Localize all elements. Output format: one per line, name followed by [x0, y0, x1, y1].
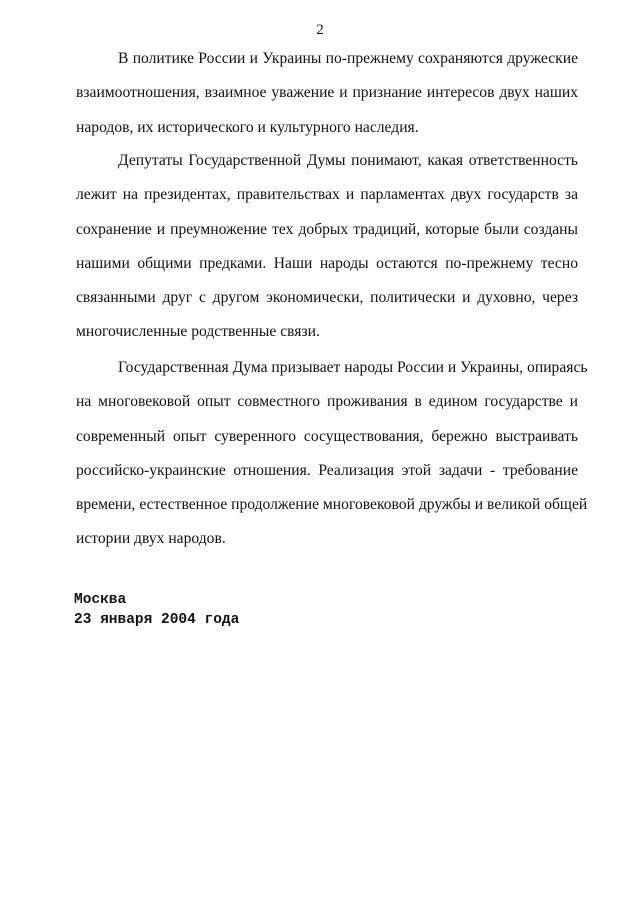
signature-block — [74, 590, 239, 630]
page-number: 2 — [316, 22, 324, 38]
paragraph-line: В политике России и Украины по-прежнему сохраняются дружеские — [118, 50, 578, 67]
paragraph-line: взаимоотношения, взаимное уважение и признание интересов двух наших — [76, 84, 578, 102]
paragraph-line: народов, их исторического и культурного наследия. — [76, 118, 419, 136]
paragraph-line: сохранение и преумножение тех добрых традиций, которые были созданы — [76, 220, 578, 238]
paragraph-line: российско-украинские отношения. Реализация этой задачи - требование — [76, 461, 578, 479]
signature-place: Москва — [74, 592, 127, 608]
paragraph-1 — [76, 42, 578, 145]
paragraph-2 — [76, 144, 578, 350]
paragraph-line: истории двух народов. — [76, 530, 226, 548]
paragraph-line: современный опыт суверенного сосуществования, бережно выстраивать — [76, 427, 578, 445]
paragraph-line: на многовековой опыт совместного проживания в едином государстве и — [76, 393, 578, 411]
paragraph-line: нашими общими предками. Наши народы остаются по-прежнему тесно — [76, 254, 578, 272]
paragraph-3 — [76, 351, 588, 557]
paragraph-line: Депутаты Государственной Думы понимают, какая ответственность — [118, 152, 578, 169]
paragraph-line: Государственная Дума призывает народы России и Украины, опираясь — [118, 359, 588, 376]
paragraph-line: лежит на президентах, правительствах и парламентах двух государств за — [76, 186, 578, 204]
paragraph-line: связанными друг с другом экономически, политически и духовно, через — [76, 289, 578, 307]
signature-date: 23 января 2004 года — [74, 612, 240, 628]
paragraph-line: многочисленные родственные связи. — [76, 323, 320, 341]
paragraph-line: времени, естественное продолжение многовековой дружбы и великой общей — [76, 496, 588, 514]
